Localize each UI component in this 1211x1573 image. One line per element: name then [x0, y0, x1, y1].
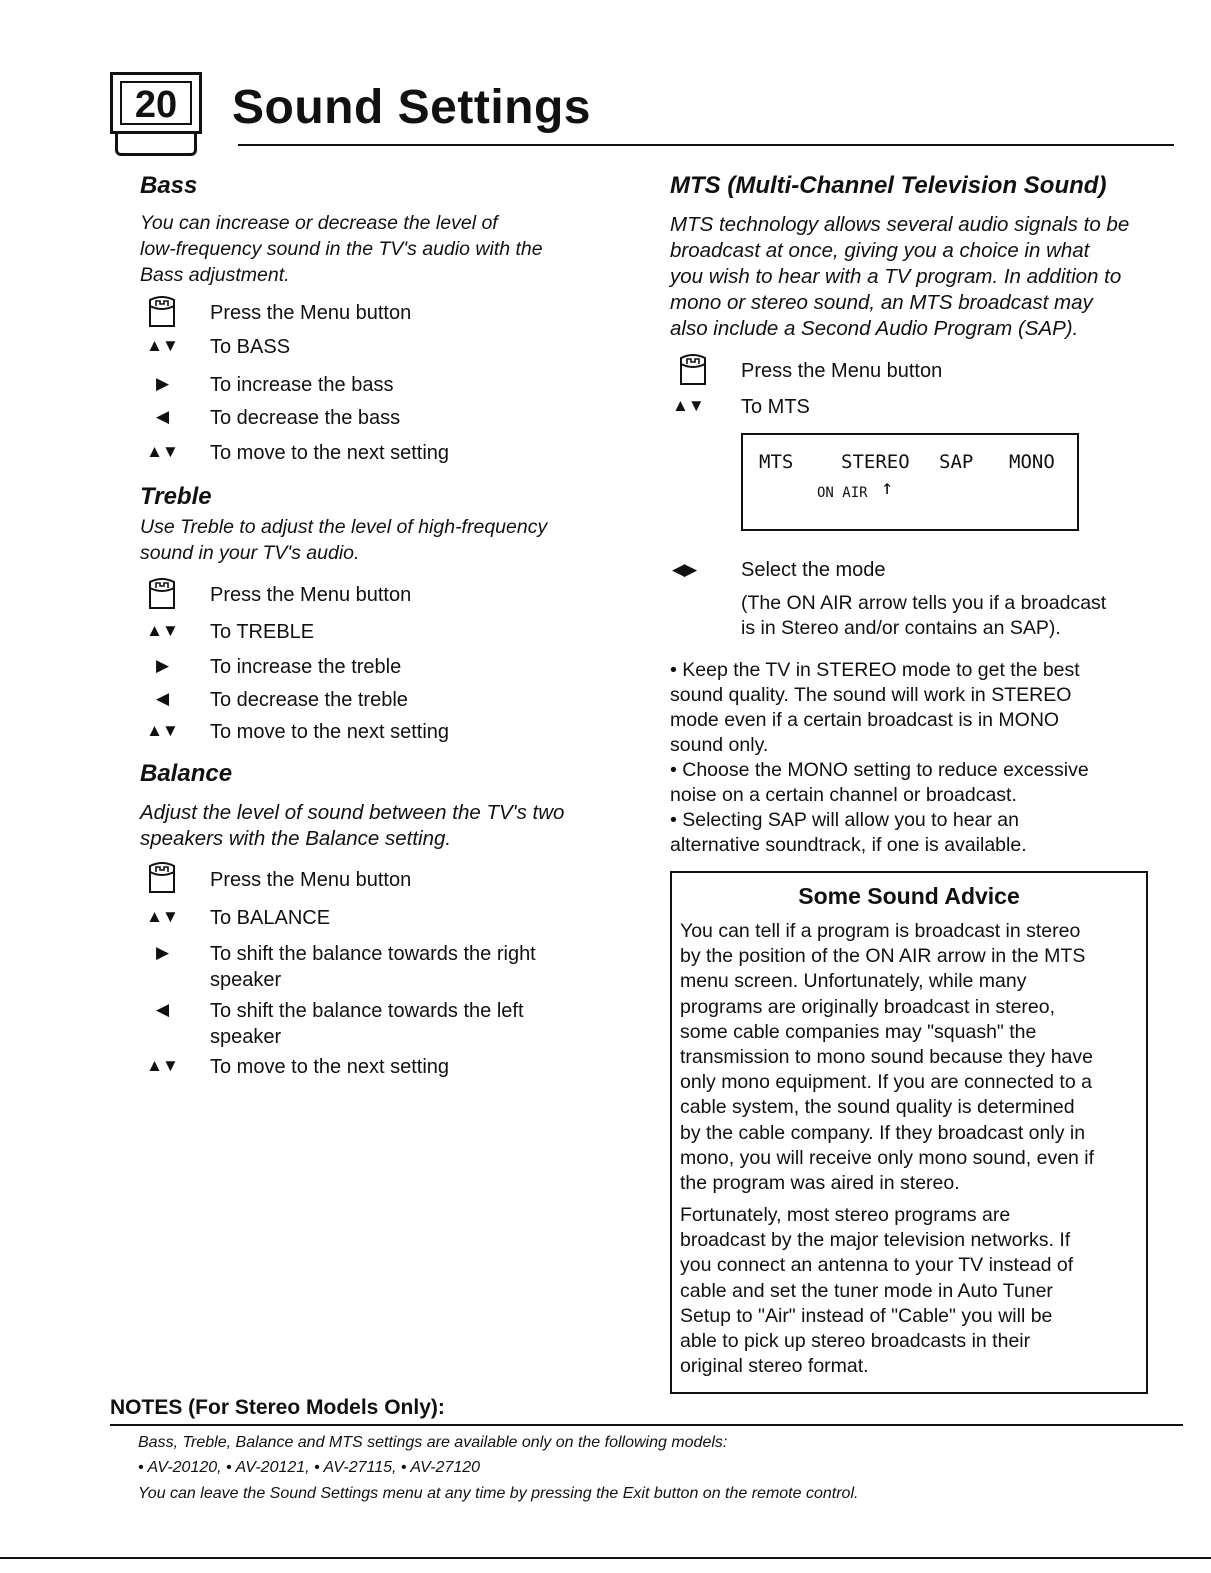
right-arrow-icon: ▶	[155, 374, 169, 393]
balance-step-4: To shift the balance towards the left speaker	[210, 1000, 524, 1048]
mts-select-step: Select the mode	[741, 559, 886, 581]
sound-advice-box	[670, 871, 1148, 1394]
treble-step-2: To TREBLE	[210, 621, 315, 643]
notes-divider	[110, 1424, 1183, 1426]
page-title: Sound Settings	[232, 81, 591, 134]
mts-intro: MTS technology allows several audio signals to be broadcast at once, giving you a choice in what you wish to hear with a TV program. In addition to mono or stereo sound, an MTS broadcast may also include a Second Audio Program (SAP).	[670, 213, 1130, 340]
page-number: 20	[120, 81, 192, 125]
treble-heading: Treble	[140, 483, 212, 510]
balance-step-1: Press the Menu button	[210, 869, 412, 891]
up-down-arrows-icon: ▲▼	[672, 396, 704, 415]
advice-title: Some Sound Advice	[798, 883, 1020, 909]
up-down-arrows-icon: ▲▼	[146, 336, 178, 355]
mts-menu-screen	[741, 433, 1079, 531]
balance-step-3: To shift the balance towards the right speaker	[210, 943, 536, 991]
on-air-arrow-icon: ↑	[881, 475, 894, 499]
up-down-arrows-icon: ▲▼	[146, 907, 178, 926]
mts-screen-label: MTS	[759, 451, 794, 473]
balance-step-2: To BALANCE	[210, 907, 331, 929]
treble-step-1: Press the Menu button	[210, 584, 412, 606]
on-air-label: ON AIR	[817, 485, 868, 501]
right-arrow-icon: ▶	[155, 943, 169, 962]
up-down-arrows-icon: ▲▼	[146, 1056, 178, 1075]
mts-option-stereo: STEREO	[841, 451, 910, 473]
mts-heading: MTS (Multi-Channel Television Sound)	[670, 172, 1107, 199]
left-arrow-icon: ◀	[155, 407, 169, 426]
tv-stand-decoration	[115, 134, 197, 156]
left-arrow-icon: ◀	[155, 1000, 169, 1019]
up-down-arrows-icon: ▲▼	[146, 442, 178, 461]
treble-step-4: To decrease the treble	[210, 689, 408, 711]
page-number-badge	[110, 72, 202, 134]
balance-intro: Adjust the level of sound between the TV's two speakers with the Balance setting.	[140, 801, 565, 850]
remote-menu-icon	[142, 578, 182, 612]
notes-line-2: • AV-20120, • AV-20121, • AV-27115, • AV-27120	[138, 1459, 481, 1476]
left-right-arrows-icon: ◀▶	[672, 560, 697, 579]
mts-option-mono: MONO	[1009, 451, 1055, 473]
remote-menu-icon	[673, 354, 713, 388]
bass-step-4: To decrease the bass	[210, 407, 401, 429]
advice-paragraph-1: You can tell if a program is broadcast in stereo by the position of the ON AIR arrow in the MTS menu screen. Unfortunately, while many programs are originally broadcast in stereo, some cable companies may "squash" the transmission to mono sound because they have only mono equipment. If you are connected to a cable system, the sound quality is determined by the cable company. If they broadcast only in mono, you will receive only mono sound, even if the program was aired in stereo.	[680, 920, 1095, 1195]
notes-title: NOTES (For Stereo Models Only):	[110, 1396, 445, 1419]
page-bottom-edge	[0, 1557, 1211, 1559]
mts-option-sap: SAP	[939, 451, 974, 473]
notes-line-3: You can leave the Sound Settings menu at any time by pressing the Exit button on the remote control.	[138, 1485, 859, 1502]
treble-intro: Use Treble to adjust the level of high-frequency sound in your TV's audio.	[140, 516, 548, 564]
right-arrow-icon: ▶	[155, 656, 169, 675]
left-arrow-icon: ◀	[155, 689, 169, 708]
bass-intro: You can increase or decrease the level of low-frequency sound in the TV's audio with the Bass adjustment.	[140, 212, 543, 286]
mts-step-1: Press the Menu button	[741, 360, 943, 382]
remote-menu-icon	[142, 296, 182, 330]
advice-paragraph-2: Fortunately, most stereo programs are broadcast by the major television networks. If you connect an antenna to your TV instead of cable and set the tuner mode in Auto Tuner Setup to "Air" instead of "Cable" you will be able to pick up stereo broadcasts in their original stereo format.	[680, 1204, 1074, 1378]
treble-step-3: To increase the treble	[210, 656, 402, 678]
up-down-arrows-icon: ▲▼	[146, 621, 178, 640]
bass-heading: Bass	[140, 172, 198, 199]
bass-step-1: Press the Menu button	[210, 302, 412, 324]
mts-step-2: To MTS	[741, 396, 810, 418]
bass-step-2: To BASS	[210, 336, 291, 358]
bass-step-5: To move to the next setting	[210, 442, 450, 464]
mts-select-note: (The ON AIR arrow tells you if a broadcast is in Stereo and/or contains an SAP).	[741, 592, 1107, 639]
balance-step-5: To move to the next setting	[210, 1056, 450, 1078]
remote-menu-icon	[142, 862, 182, 896]
notes-line-1: Bass, Treble, Balance and MTS settings are available only on the following models:	[138, 1434, 728, 1451]
mts-bullets: • Keep the TV in STEREO mode to get the best sound quality. The sound will work in STEREO mode even if a certain broadcast is in MONO sound only. • Choose the MONO setting to reduce excessive noise on a certain channel or broadcast. • Selecting SAP will allow you to hear an alternative soundtrack, if one is available.	[670, 659, 1089, 856]
balance-heading: Balance	[140, 760, 233, 787]
title-divider	[238, 144, 1174, 146]
up-down-arrows-icon: ▲▼	[146, 721, 178, 740]
treble-step-5: To move to the next setting	[210, 721, 450, 743]
bass-step-3: To increase the bass	[210, 374, 394, 396]
